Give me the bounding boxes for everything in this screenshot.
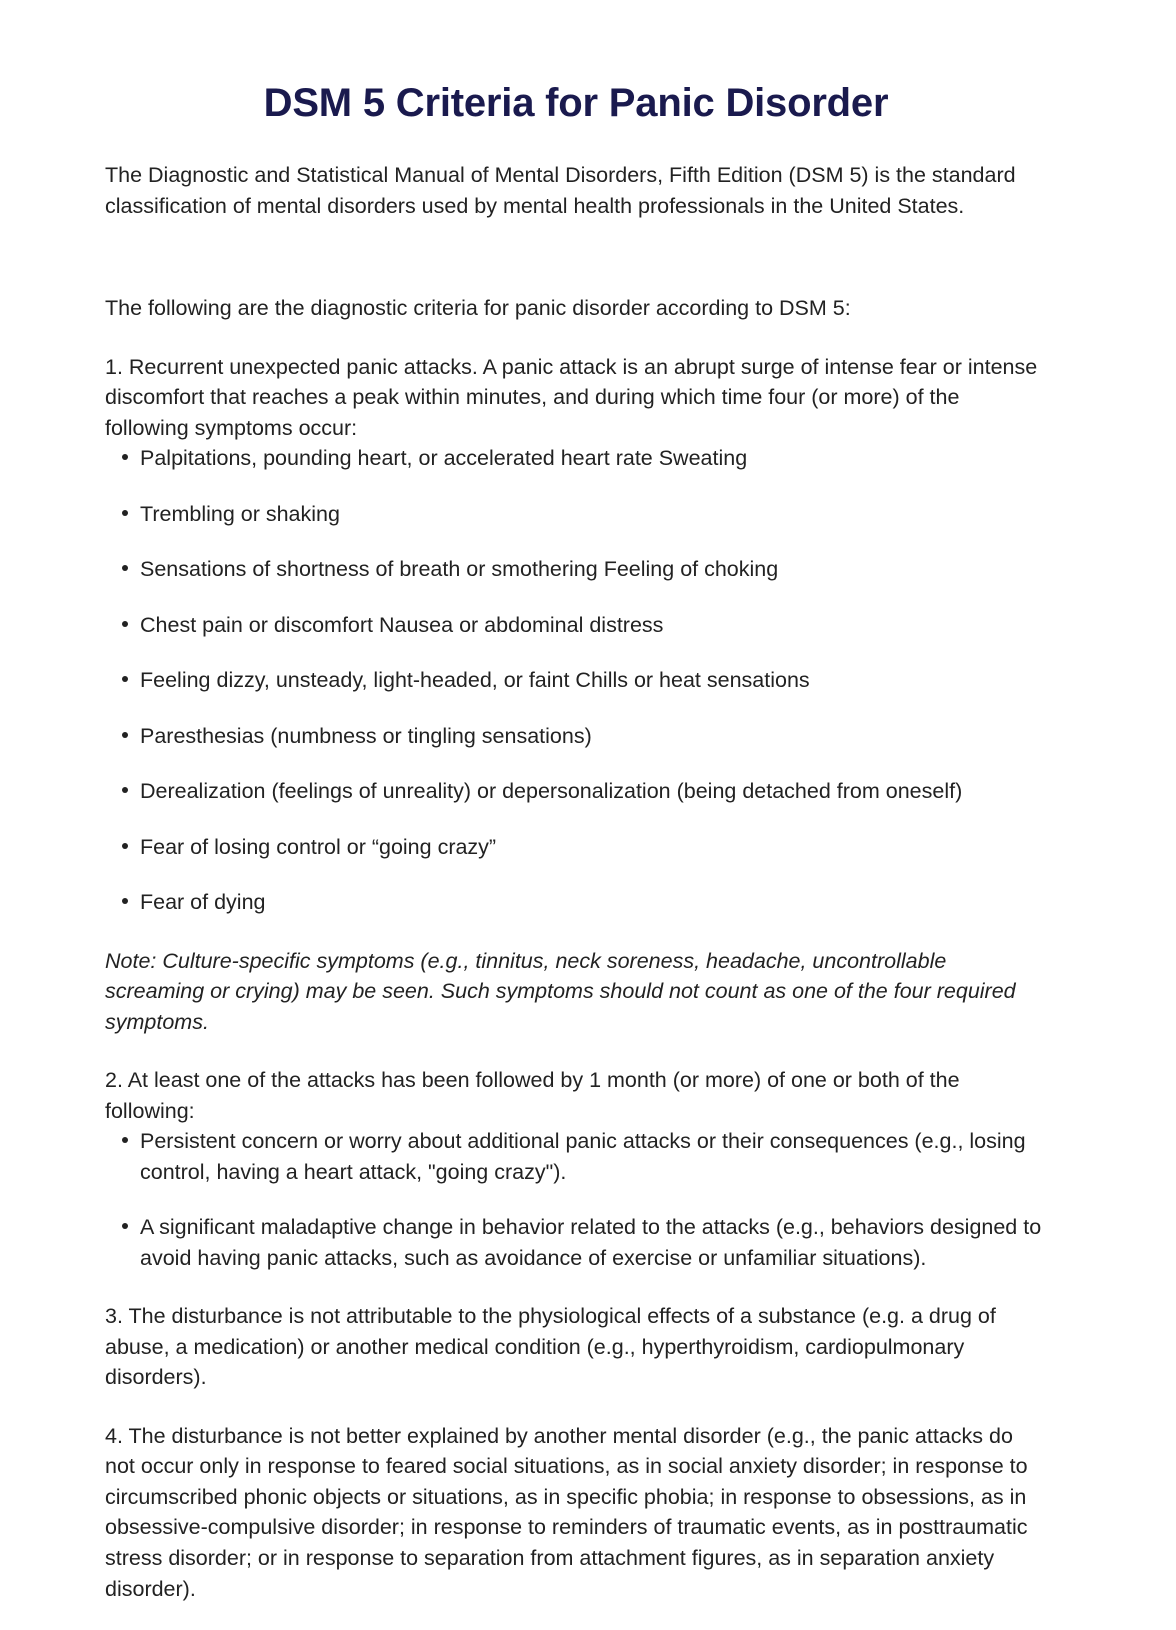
list-item <box>105 832 1047 863</box>
spacer-note-criterion2 <box>105 1037 1047 1065</box>
spacer-before-note <box>105 918 1047 946</box>
list-item <box>105 443 1047 474</box>
list-item <box>105 1126 1047 1187</box>
bullet-dot-icon <box>122 898 128 904</box>
bullet-dot-icon <box>122 843 128 849</box>
list-item-label: Sensations of shortness of breath or smothering Feeling of choking <box>140 557 779 582</box>
list-item <box>105 887 1047 918</box>
bullet-dot-icon <box>122 732 128 738</box>
intro-paragraph: The Diagnostic and Statistical Manual of Mental Disorders, Fifth Edition (DSM 5) is the standard classification of mental disorders used by mental health professionals in the United States. <box>105 163 1016 218</box>
bullet-dot-icon <box>122 676 128 682</box>
list-item-label: Feeling dizzy, unsteady, light-headed, or faint Chills or heat sensations <box>140 668 810 693</box>
list-item <box>105 499 1047 530</box>
bullet-dot-icon <box>122 787 128 793</box>
list-item <box>105 721 1047 752</box>
list-item-label: Palpitations, pounding heart, or accelerated heart rate Sweating <box>140 446 748 471</box>
spacer-leadin-criterion1 <box>105 324 1047 352</box>
list-item-label: Fear of losing control or “going crazy” <box>140 834 497 859</box>
spacer-criterion3-criterion4 <box>105 1393 1047 1421</box>
bullet-dot-icon <box>122 1137 128 1143</box>
list-item-label: Trembling or shaking <box>140 501 340 526</box>
list-item <box>105 1212 1047 1273</box>
list-item <box>105 776 1047 807</box>
list-item <box>105 610 1047 641</box>
list-item-label: A significant maladaptive change in behavior related to the attacks (e.g., behaviors designed to avoid having panic attacks, such as avoidance of exercise or unfamiliar situations). <box>140 1215 1042 1270</box>
lead-in-paragraph: The following are the diagnostic criteria for panic disorder according to DSM 5: <box>105 296 851 321</box>
document-content <box>105 78 1047 1604</box>
list-item-label: Chest pain or discomfort Nausea or abdominal distress <box>140 612 664 637</box>
criterion-3-paragraph: 3. The disturbance is not attributable to the physiological effects of a substance (e.g. a drug of abuse, a medication) or another medical condition (e.g., hyperthyroidism, cardiopulmonary disorders). <box>105 1304 996 1390</box>
bullet-dot-icon <box>122 1223 128 1229</box>
bullet-dot-icon <box>122 621 128 627</box>
spacer-after-title <box>105 128 1047 160</box>
criterion-1-paragraph: 1. Recurrent unexpected panic attacks. A panic attack is an abrupt surge of intense fear or intense discomfort that reaches a peak within minutes, and during which time four (or more) of the following symptoms occur: <box>105 354 1038 440</box>
bullet-dot-icon <box>122 510 128 516</box>
list-item-label: Fear of dying <box>140 890 266 915</box>
bullet-dot-icon <box>122 565 128 571</box>
bullet-dot-icon <box>122 454 128 460</box>
spacer-intro-leadin <box>105 221 1047 293</box>
culture-note-paragraph: Note: Culture-specific symptoms (e.g., tinnitus, neck soreness, headache, uncontrollable screaming or crying) may be seen. Such symptoms should not count as one of the four required symptoms. <box>105 948 1016 1034</box>
criterion-4-paragraph: 4. The disturbance is not better explained by another mental disorder (e.g., the panic attacks do not occur only in response to feared social situations, as in social anxiety disorder; in response to circumscribed phonic objects or situations, as in specific phobia; in response to obsessions, as in obsessive-compulsive disorder; in response to reminders of traumatic events, as in posttraumatic stress disorder; or in response to separation from attachment figures, as in separation anxiety disorder). <box>105 1423 1028 1601</box>
list-item-label: Persistent concern or worry about additional panic attacks or their consequences (e.g., losing control, having a heart attack, "going crazy"). <box>140 1129 1026 1184</box>
symptom-list <box>105 443 1047 918</box>
spacer-before-criterion3 <box>105 1273 1047 1301</box>
list-item <box>105 665 1047 696</box>
list-item <box>105 554 1047 585</box>
criterion-2-list <box>105 1126 1047 1273</box>
list-item-label: Paresthesias (numbness or tingling sensations) <box>140 723 592 748</box>
criterion-2-paragraph: 2. At least one of the attacks has been followed by 1 month (or more) of one or both of the following: <box>105 1068 960 1123</box>
page-title: DSM 5 Criteria for Panic Disorder <box>263 81 889 125</box>
list-item-label: Derealization (feelings of unreality) or depersonalization (being detached from oneself) <box>140 779 963 804</box>
